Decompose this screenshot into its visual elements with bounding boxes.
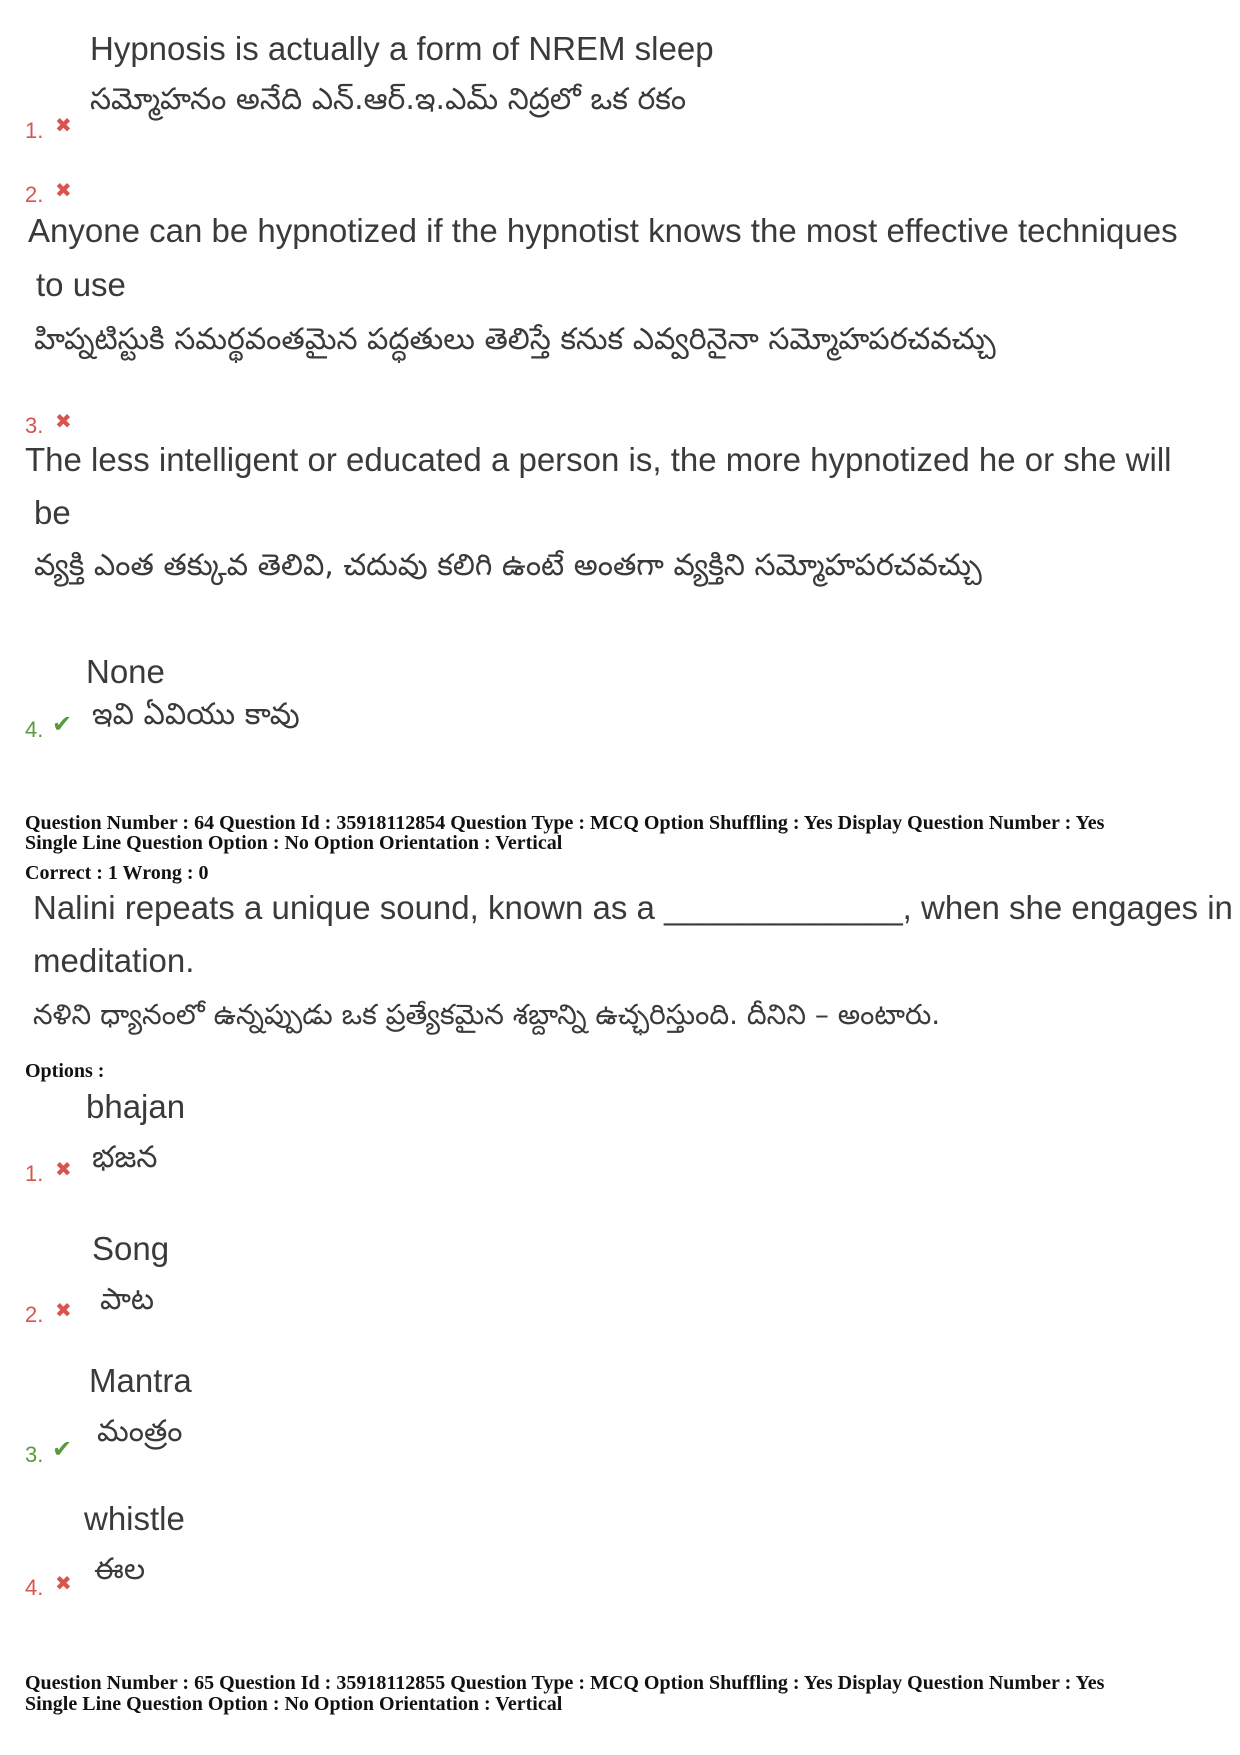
option-2-english-line1: Anyone can be hypnotized if the hypnotist knows the most effective techniques: [28, 212, 1178, 249]
option-4-number: 4.: [25, 717, 44, 742]
options-label: Options :: [25, 1060, 105, 1082]
option-3-telugu-text: వ్యక్తి ఎంత తక్కువ తెలివి, చదువు కలిగి ఉంటే అంతగా వ్యక్తిని సమ్మోహపరచవచ్చు: [34, 548, 982, 583]
question-64-score: Correct : 1 Wrong : 0: [25, 862, 209, 884]
option-3-english-line1: The less intelligent or educated a person is, the more hypnotized he or she will: [25, 441, 1172, 478]
option-1-english-text: Hypnosis is actually a form of NREM sleep: [90, 30, 714, 67]
question-64-text-telugu: నళిని ధ్యానంలో ఉన్నప్పుడు ఒక ప్రత్యేకమైన శబ్దాన్ని ఉచ్ఛరిస్తుంది. దీనిని – అంటారు.: [33, 998, 941, 1031]
cross-icon: ✖: [55, 1159, 72, 1181]
check-icon: ✔: [52, 711, 73, 738]
question-64-text-english-line1: Nalini repeats a unique sound, known as a _____________, when she engages in: [33, 889, 1233, 926]
q64-option-2-telugu: పాట: [100, 1282, 155, 1317]
question-64-text-english-line2: meditation.: [33, 942, 195, 979]
option-1-number: 1.: [25, 118, 44, 143]
q64-option-3-telugu: మంత్రం: [97, 1414, 183, 1449]
option-4-english-text: None: [86, 653, 165, 690]
q64-option-4-number: 4.: [25, 1575, 44, 1600]
q64-option-3-number: 3.: [25, 1442, 44, 1467]
q64-option-1-number: 1.: [25, 1161, 44, 1186]
q64-option-1-telugu: భజన: [92, 1140, 158, 1175]
cross-icon: ✖: [55, 1573, 72, 1595]
q64-option-2-english: Song: [92, 1230, 170, 1267]
q64-option-4-english: whistle: [84, 1500, 185, 1537]
q64-option-3-english: Mantra: [89, 1362, 192, 1399]
option-3-number: 3.: [25, 413, 44, 438]
question-64-meta-line2: Single Line Question Option : No Option Orientation : Vertical: [25, 832, 563, 854]
option-4-telugu-text: ఇవి ఏవియు కావు: [92, 697, 300, 732]
cross-icon: ✖: [55, 115, 72, 137]
option-2-number: 2.: [25, 182, 44, 207]
question-65-meta-line2: Single Line Question Option : No Option Orientation : Vertical: [25, 1693, 563, 1715]
cross-icon: ✖: [55, 1300, 72, 1322]
option-2-telugu-text: హిప్నటిస్టుకి సమర్థవంతమైన పద్ధతులు తెలిస్తే కనుక ఎవ్వరినైనా సమ్మోహపరచవచ్చు: [34, 322, 996, 357]
check-icon: ✔: [52, 1436, 73, 1463]
cross-icon: ✖: [55, 180, 72, 202]
option-3-english-line2: be: [34, 494, 71, 531]
question-64-meta-line1: Question Number : 64 Question Id : 35918112854 Question Type : MCQ Option Shuffling : Yes Display Question Number : Yes: [25, 812, 1105, 834]
question-65-meta-line1: Question Number : 65 Question Id : 35918112855 Question Type : MCQ Option Shuffling : Yes Display Question Number : Yes: [25, 1672, 1105, 1694]
cross-icon: ✖: [55, 411, 72, 433]
option-1-telugu-text: సమ్మోహనం అనేది ఎన్.ఆర్.ఇ.ఎమ్ నిద్రలో ఒక రకం: [90, 82, 687, 117]
q64-option-1-english: bhajan: [86, 1088, 186, 1125]
option-2-english-line2: to use: [36, 266, 126, 303]
q64-option-4-telugu: ఈల: [94, 1552, 146, 1587]
q64-option-2-number: 2.: [25, 1302, 44, 1327]
